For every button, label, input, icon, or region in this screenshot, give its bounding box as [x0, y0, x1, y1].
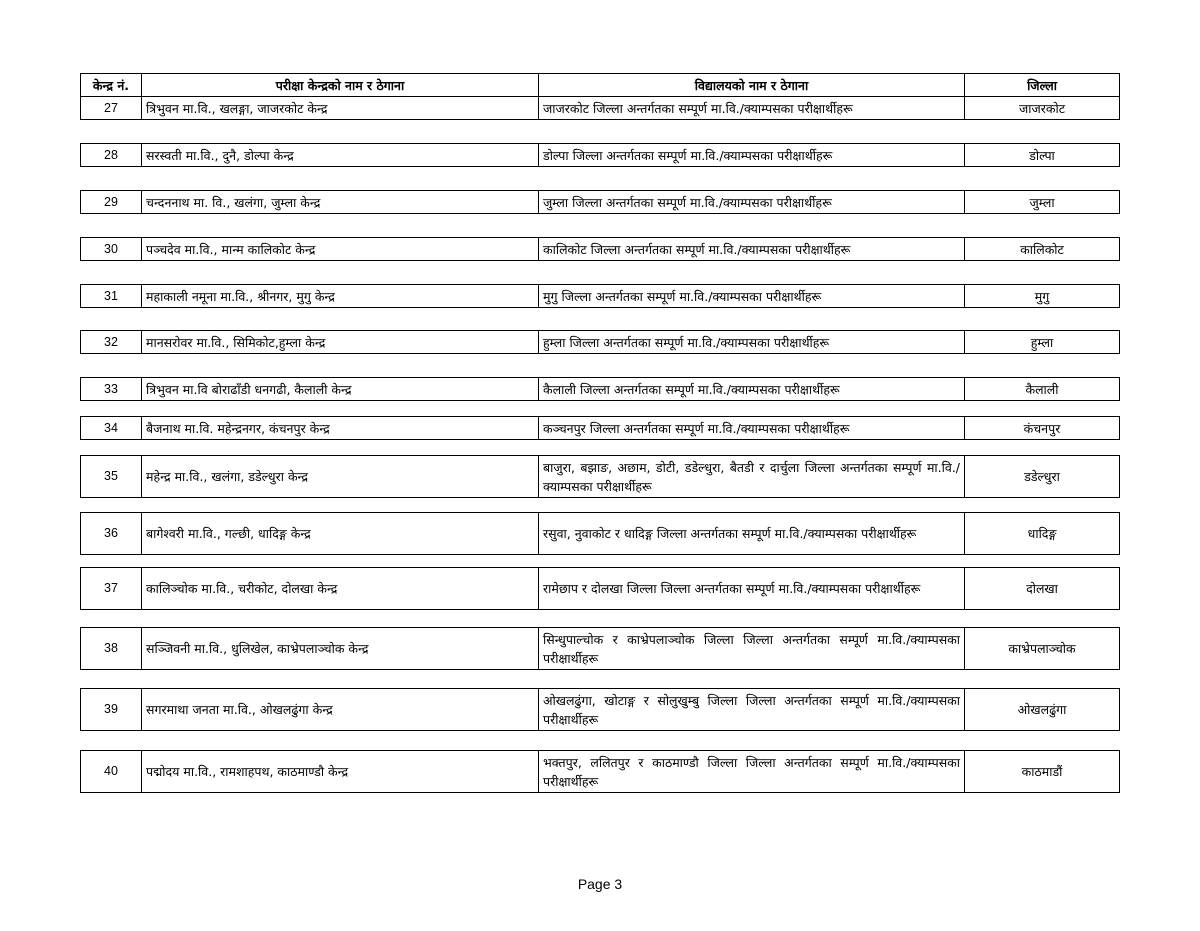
center-number: 37	[81, 568, 142, 610]
school-description: रसुवा, नुवाकोट र धादिङ्ग जिल्ला अन्तर्गतका सम्पूर्ण मा.वि./क्याम्पसका परीक्षार्थीहरू	[539, 513, 965, 555]
exam-center-name: बैजनाथ मा.वि. महेन्द्रनगर, कंचनपुर केन्द्र	[142, 417, 539, 440]
table-row	[81, 144, 1120, 167]
center-table	[80, 284, 1120, 308]
center-table	[80, 330, 1120, 354]
center-number: 32	[81, 331, 142, 354]
center-number: 29	[81, 191, 142, 214]
district-name: हुम्ला	[965, 331, 1120, 354]
table-row	[81, 456, 1120, 498]
table-row	[81, 191, 1120, 214]
table-header	[81, 74, 1120, 97]
district-name: मुगु	[965, 285, 1120, 308]
school-description: कञ्चनपुर जिल्ला अन्तर्गतका सम्पूर्ण मा.वि./क्याम्पसका परीक्षार्थीहरू	[539, 417, 965, 440]
center-table	[80, 688, 1120, 731]
exam-center-name: पद्मोदय मा.वि., रामशाहपथ, काठमाण्डौ केन्द्र	[142, 751, 539, 793]
table-row	[81, 285, 1120, 308]
table-row	[81, 513, 1120, 555]
table-row	[81, 751, 1120, 793]
district-name: जुम्ला	[965, 191, 1120, 214]
school-description: मुगु जिल्ला अन्तर्गतका सम्पूर्ण मा.वि./क्याम्पसका परीक्षार्थीहरू	[539, 285, 965, 308]
header-exam-center: परीक्षा केन्द्रको नाम र ठेगाना	[142, 74, 539, 97]
header-school: विद्यालयको नाम र ठेगाना	[539, 74, 965, 97]
center-number: 27	[81, 97, 142, 120]
center-table	[80, 73, 1120, 120]
exam-center-name: महेन्द्र मा.वि., खलंगा, डडेल्धुरा केन्द्र	[142, 456, 539, 498]
district-name: कालिकोट	[965, 238, 1120, 261]
school-description: कालिकोट जिल्ला अन्तर्गतका सम्पूर्ण मा.वि./क्याम्पसका परीक्षार्थीहरू	[539, 238, 965, 261]
header-district: जिल्ला	[965, 74, 1120, 97]
table-row	[81, 568, 1120, 610]
table-row	[81, 628, 1120, 670]
table-row	[81, 238, 1120, 261]
school-description: हुम्ला जिल्ला अन्तर्गतका सम्पूर्ण मा.वि./क्याम्पसका परीक्षार्थीहरू	[539, 331, 965, 354]
center-table	[80, 750, 1120, 793]
school-description: कैलाली जिल्ला अन्तर्गतका सम्पूर्ण मा.वि./क्याम्पसका परीक्षार्थीहरू	[539, 378, 965, 401]
district-name: कंचनपुर	[965, 417, 1120, 440]
page-number: Page 3	[577, 876, 623, 892]
center-table	[80, 416, 1120, 440]
district-name: जाजरकोट	[965, 97, 1120, 120]
school-description: जुम्ला जिल्ला अन्तर्गतका सम्पूर्ण मा.वि./क्याम्पसका परीक्षार्थीहरू	[539, 191, 965, 214]
center-table	[80, 143, 1120, 167]
school-description: ओखलढुंगा, खोटाङ्ग र सोलुखुम्बु जिल्ला जिल्ला अन्तर्गतका सम्पूर्ण मा.वि./क्याम्पसका परीक्षार्थीहरू	[539, 689, 965, 731]
district-name: काठमाडौं	[965, 751, 1120, 793]
district-name: डडेल्धुरा	[965, 456, 1120, 498]
exam-center-name: सञ्जिवनी मा.वि., धुलिखेल, काभ्रेपलाञ्चोक केन्द्र	[142, 628, 539, 670]
center-number: 38	[81, 628, 142, 670]
exam-center-name: त्रिभुवन मा.वि., खलङ्गा, जाजरकोट केन्द्र	[142, 97, 539, 120]
center-table	[80, 567, 1120, 610]
exam-center-name: सगरमाथा जनता मा.वि., ओखलढुंगा केन्द्र	[142, 689, 539, 731]
center-table	[80, 190, 1120, 214]
district-name: डोल्पा	[965, 144, 1120, 167]
school-description: भक्तपुर, ललितपुर र काठमाण्डौ जिल्ला जिल्ला अन्तर्गतका सम्पूर्ण मा.वि./क्याम्पसका परीक्षार्थीहरू	[539, 751, 965, 793]
school-description: बाजुरा, बझाङ, अछाम, डोटी, डडेल्धुरा, बैतडी र दार्चुला जिल्ला अन्तर्गतका सम्पूर्ण मा.वि./क्याम्पसका परीक्षार्थीहरू	[539, 456, 965, 498]
school-description: रामेछाप र दोलखा जिल्ला जिल्ला अन्तर्गतका सम्पूर्ण मा.वि./क्याम्पसका परीक्षार्थीहरू	[539, 568, 965, 610]
center-table	[80, 512, 1120, 555]
school-description: डोल्पा जिल्ला अन्तर्गतका सम्पूर्ण मा.वि./क्याम्पसका परीक्षार्थीहरू	[539, 144, 965, 167]
center-number: 30	[81, 238, 142, 261]
center-number: 34	[81, 417, 142, 440]
exam-center-name: महाकाली नमूना मा.वि., श्रीनगर, मुगु केन्द्र	[142, 285, 539, 308]
district-name: धादिङ्ग	[965, 513, 1120, 555]
exam-center-name: कालिञ्चोक मा.वि., चरीकोट, दोलखा केन्द्र	[142, 568, 539, 610]
center-number: 40	[81, 751, 142, 793]
table-row	[81, 378, 1120, 401]
district-name: ओखलढुंगा	[965, 689, 1120, 731]
center-table	[80, 627, 1120, 670]
district-name: कैलाली	[965, 378, 1120, 401]
table-row	[81, 331, 1120, 354]
center-table	[80, 455, 1120, 498]
center-number: 33	[81, 378, 142, 401]
school-description: सिन्धुपाल्चोक र काभ्रेपलाञ्चोक जिल्ला जिल्ला अन्तर्गतका सम्पूर्ण मा.वि./क्याम्पसका परीक्षार्थीहरू	[539, 628, 965, 670]
exam-center-name: पञ्चदेव मा.वि., मान्म कालिकोट केन्द्र	[142, 238, 539, 261]
header-center-no: केन्द्र नं.	[81, 74, 142, 97]
table-row	[81, 97, 1120, 120]
center-table	[80, 377, 1120, 401]
center-number: 28	[81, 144, 142, 167]
exam-center-name: सरस्वती मा.वि., दुनै, डोल्पा केन्द्र	[142, 144, 539, 167]
exam-center-name: त्रिभुवन मा.वि बोराढाँडी धनगढी, कैलाली केन्द्र	[142, 378, 539, 401]
table-row	[81, 417, 1120, 440]
exam-center-name: चन्दननाथ मा. वि., खलंगा, जुम्ला केन्द्र	[142, 191, 539, 214]
school-description: जाजरकोट जिल्ला अन्तर्गतका सम्पूर्ण मा.वि./क्याम्पसका परीक्षार्थीहरू	[539, 97, 965, 120]
exam-center-name: बागेश्वरी मा.वि., गल्छी, धादिङ्ग केन्द्र	[142, 513, 539, 555]
district-name: दोलखा	[965, 568, 1120, 610]
district-name: काभ्रेपलाञ्चोक	[965, 628, 1120, 670]
center-number: 31	[81, 285, 142, 308]
table-row	[81, 689, 1120, 731]
exam-center-name: मानसरोवर मा.वि., सिमिकोट,हुम्ला केन्द्र	[142, 331, 539, 354]
center-table	[80, 237, 1120, 261]
center-number: 39	[81, 689, 142, 731]
center-number: 36	[81, 513, 142, 555]
center-number: 35	[81, 456, 142, 498]
